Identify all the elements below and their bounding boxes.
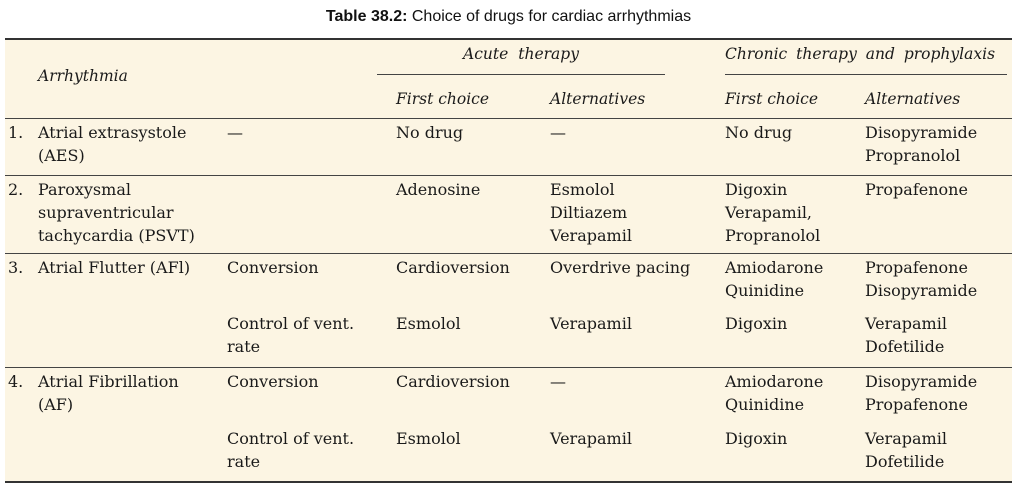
chronic-first-choice: Amiodarone [725,258,824,277]
subcategory: Conversion [227,372,319,391]
row-number: 2. [8,180,24,199]
chronic-first-choice: Propranolol [725,226,821,245]
row-divider [5,253,1012,254]
arrhythmia-name: (AF) [38,395,74,414]
arrhythmia-name: tachycardia (PSVT) [38,226,195,245]
row-number: 4. [8,372,24,391]
acute-alternatives: — [550,372,566,391]
header-acute-alternatives: Alternatives [550,90,646,108]
acute-first-choice: Adenosine [396,180,481,199]
chronic-alternatives: Propafenone [865,395,968,414]
row-number: 3. [8,258,24,277]
chronic-alternatives: Dofetilide [865,337,945,356]
row-divider [5,367,1012,368]
arrhythmia-name: Atrial Fibrillation [38,372,179,391]
chronic-first-choice: No drug [725,123,793,142]
table-caption-label: Table 38.2: [325,8,408,25]
acute-first-choice: Cardioversion [396,372,510,391]
subcategory: — [227,123,243,142]
chronic-first-choice: Digoxin [725,314,788,333]
acute-alternatives: Esmolol [550,180,615,199]
acute-alternatives: Overdrive pacing [550,258,691,277]
chronic-alternatives: Propranolol [865,146,961,165]
chronic-first-choice: Digoxin [725,180,788,199]
header-acute-first-choice: First choice [396,90,490,108]
chronic-alternatives: Verapamil [865,314,947,333]
subcategory: rate [227,337,261,356]
chronic-alternatives: Propafenone [865,180,968,199]
arrhythmia-name: (AES) [38,146,85,165]
subcategory: Control of vent. [227,429,355,448]
acute-first-choice: Esmolol [396,429,461,448]
header-chronic-therapy: Chronic therapy and prophylaxis [725,45,996,63]
acute-alternatives: Verapamil [550,314,632,333]
chronic-alternatives: Disopyramide [865,372,978,391]
chronic-alternatives: Dofetilide [865,452,945,471]
chronic-first-choice: Quinidine [725,395,805,414]
acute-first-choice: Cardioversion [396,258,510,277]
drug-choice-table [5,38,1012,483]
table-caption-text: Choice of drugs for cardiac arrhythmias [407,8,692,25]
chronic-alternatives: Disopyramide [865,281,978,300]
arrhythmia-name: Atrial Flutter (AFl) [38,258,191,277]
header-arrhythmia: Arrhythmia [38,67,128,85]
subcategory: Control of vent. [227,314,355,333]
acute-first-choice: No drug [396,123,464,142]
header-chronic-underline [725,74,1007,75]
arrhythmia-name: Atrial extrasystole [38,123,187,142]
table-caption [0,8,1017,26]
header-chronic-first-choice: First choice [725,90,819,108]
chronic-first-choice: Verapamil, [725,203,813,222]
acute-alternatives: Verapamil [550,429,632,448]
chronic-alternatives: Verapamil [865,429,947,448]
chronic-alternatives: Disopyramide [865,123,978,142]
acute-alternatives: — [550,123,566,142]
arrhythmia-name: Paroxysmal [38,180,131,199]
header-acute-underline [377,74,665,75]
chronic-first-choice: Quinidine [725,281,805,300]
acute-alternatives: Verapamil [550,226,632,245]
chronic-first-choice: Amiodarone [725,372,824,391]
arrhythmia-name: supraventricular [38,203,174,222]
chronic-alternatives: Propafenone [865,258,968,277]
row-divider [5,175,1012,176]
acute-alternatives: Diltiazem [550,203,628,222]
header-acute-therapy: Acute therapy [463,45,579,63]
row-number: 1. [8,123,24,142]
acute-first-choice: Esmolol [396,314,461,333]
subcategory: rate [227,452,261,471]
header-divider [5,118,1012,119]
chronic-first-choice: Digoxin [725,429,788,448]
header-chronic-alternatives: Alternatives [865,90,961,108]
subcategory: Conversion [227,258,319,277]
